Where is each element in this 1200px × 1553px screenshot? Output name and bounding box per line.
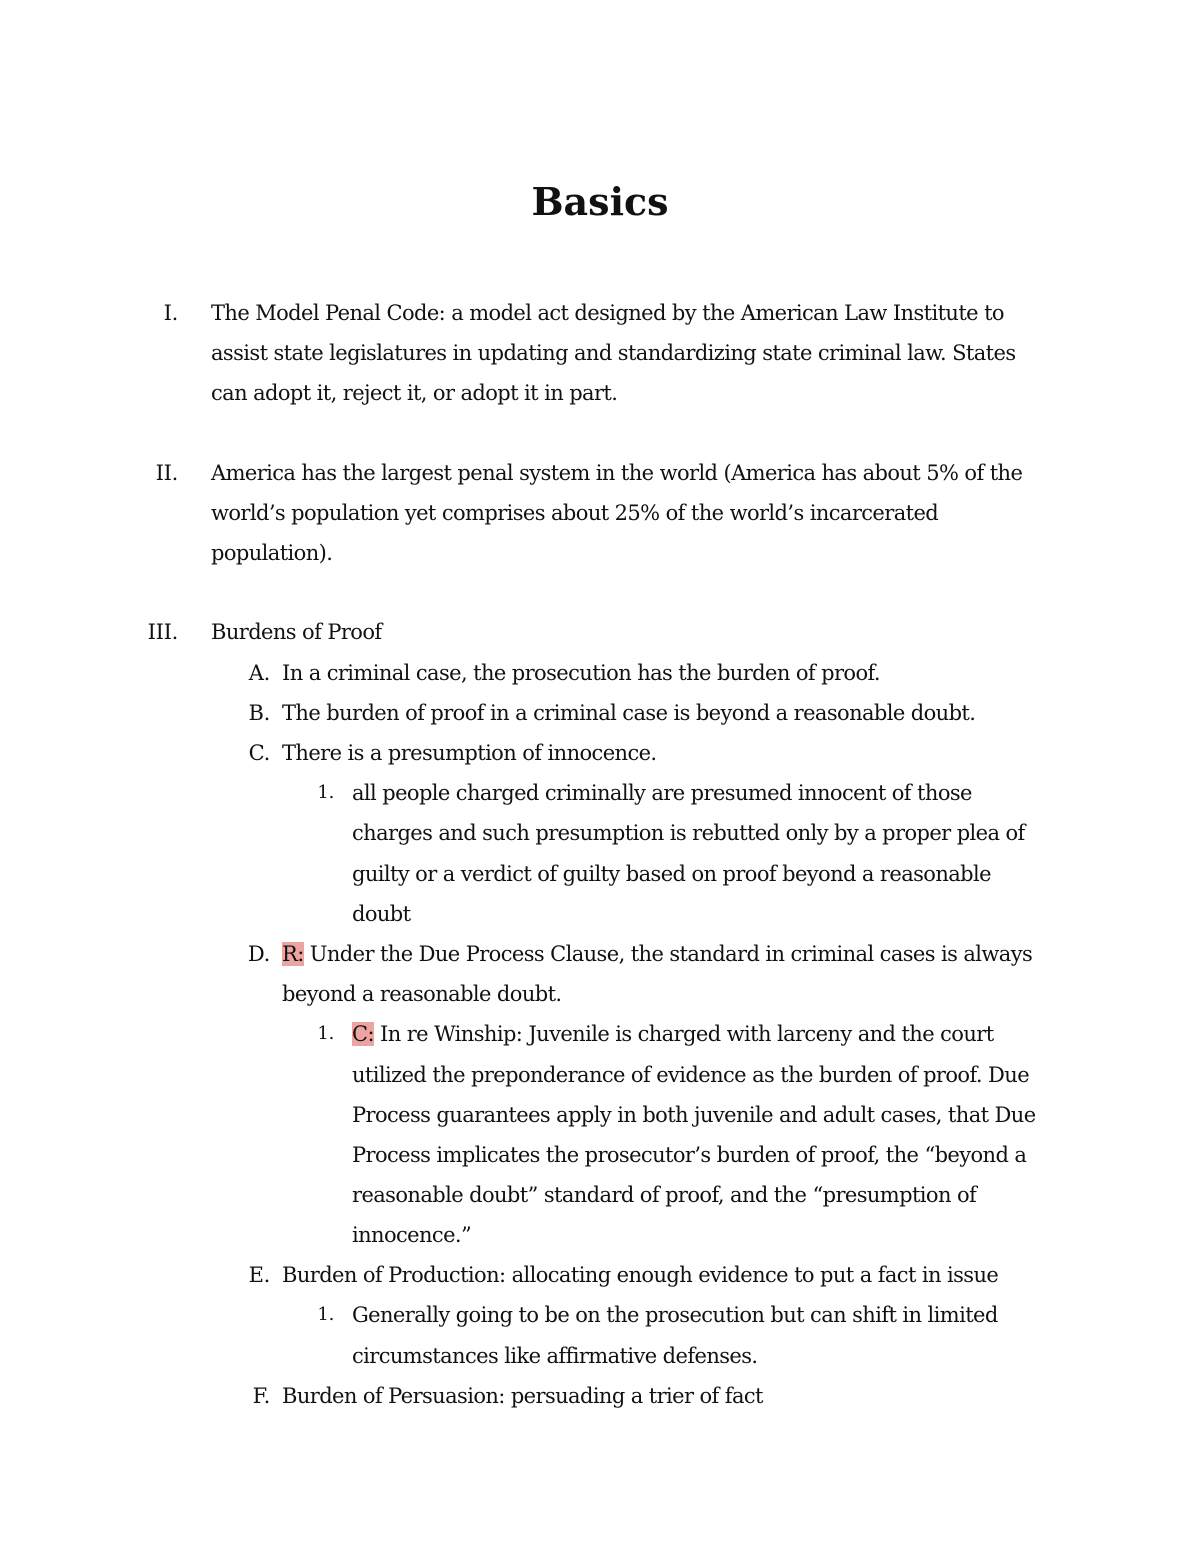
- rule-highlight-label: R:: [282, 942, 304, 966]
- text-line: Generally going to be on the prosecution but can shift in limited: [352, 1303, 998, 1327]
- text-line: reasonable doubt” standard of proof, and the “presumption of: [352, 1183, 977, 1207]
- item-marker: B.: [248, 701, 270, 725]
- text-line: guilty or a verdict of guilty based on proof beyond a reasonable: [352, 862, 991, 886]
- text-line: Burden of Production: allocating enough evidence to put a fact in issue: [282, 1263, 999, 1287]
- text-fragment: Under the Due Process Clause, the standard in criminal cases is always: [303, 942, 1033, 966]
- item-marker: C.: [248, 741, 270, 765]
- item-marker: F.: [252, 1384, 270, 1408]
- text-line: circumstances like affirmative defenses.: [352, 1344, 758, 1368]
- text-fragment: In re Winship: Juvenile is charged with larceny and the court: [373, 1022, 994, 1046]
- section-heading: Burdens of Proof: [211, 620, 382, 644]
- text-line: world’s population yet comprises about 25% of the world’s incarcerated: [211, 501, 939, 525]
- text-line: [282, 934, 1032, 974]
- text-line: can adopt it, reject it, or adopt it in part.: [211, 381, 618, 405]
- text-line: Burden of Persuasion: persuading a trier of fact: [282, 1384, 763, 1408]
- text-line: utilized the preponderance of evidence as the burden of proof. Due: [352, 1063, 1030, 1087]
- subitem-marker: 1.: [317, 1304, 334, 1325]
- text-line: The burden of proof in a criminal case is beyond a reasonable doubt.: [282, 701, 976, 725]
- text-line: Process implicates the prosecutor’s burden of proof, the “beyond a: [352, 1143, 1027, 1167]
- text-line: beyond a reasonable doubt.: [282, 982, 562, 1006]
- text-line: There is a presumption of innocence.: [282, 741, 657, 765]
- text-line: population).: [211, 541, 333, 565]
- item-marker: E.: [248, 1263, 270, 1287]
- item-marker: A.: [248, 661, 270, 685]
- text-line: The Model Penal Code: a model act designed by the American Law Institute to: [211, 301, 1004, 325]
- text-line: In a criminal case, the prosecution has the burden of proof.: [282, 661, 880, 685]
- page-title: Basics: [531, 179, 669, 224]
- section-marker: II.: [155, 461, 178, 485]
- case-highlight-label: C:: [352, 1022, 374, 1046]
- text-line: charges and such presumption is rebutted only by a proper plea of: [352, 821, 1025, 845]
- text-line: [352, 1014, 994, 1054]
- text-line: innocence.”: [352, 1223, 472, 1247]
- text-line: Process guarantees apply in both juvenile and adult cases, that Due: [352, 1103, 1036, 1127]
- item-marker: D.: [247, 942, 270, 966]
- subitem-marker: 1.: [317, 782, 334, 803]
- section-marker: I.: [163, 301, 178, 325]
- text-line: doubt: [352, 902, 411, 926]
- text-line: America has the largest penal system in the world (America has about 5% of the: [211, 461, 1023, 485]
- text-line: all people charged criminally are presumed innocent of those: [352, 781, 972, 805]
- text-line: assist state legislatures in updating and standardizing state criminal law. States: [211, 341, 1016, 365]
- subitem-marker: 1.: [317, 1023, 334, 1044]
- section-marker: III.: [147, 620, 178, 644]
